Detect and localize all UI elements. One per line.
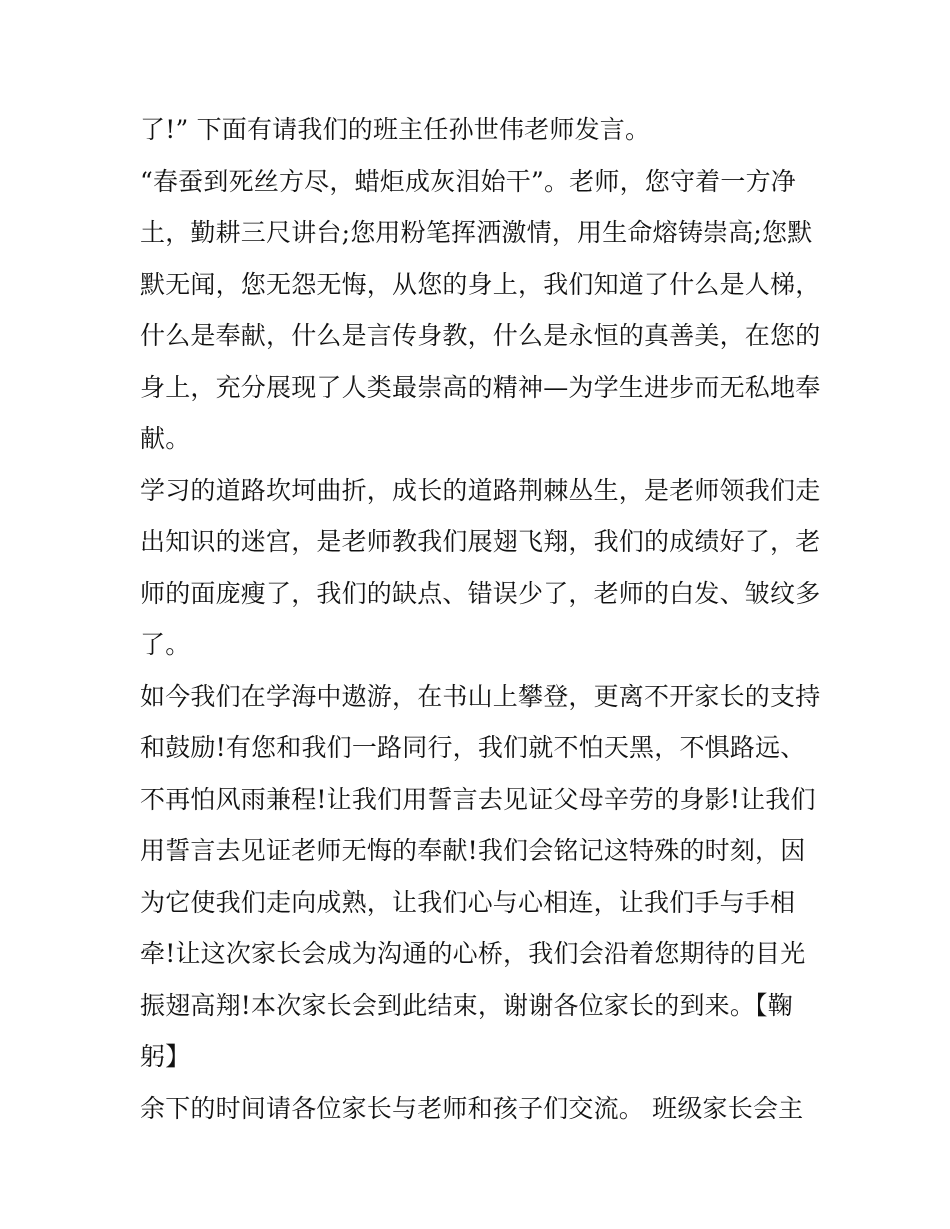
text-line-16: 为它使我们走向成熟，让我们心与心相连，让我们手与手相 — [140, 887, 796, 917]
text-line-10: 师的面庞瘦了，我们的缺点、错误少了，老师的白发、皱纹多 — [140, 578, 821, 608]
text-line-4: 默无闻，您无怨无悔，从您的身上，我们知道了什么是人梯， — [140, 269, 821, 299]
text-line-20: 余下的时间请各位家长与老师和孩子们交流。 班级家长会主 — [140, 1093, 804, 1123]
text-line-3: 土，勤耕三尺讲台;您用粉笔挥洒激情，用生命熔铸崇高;您默 — [140, 218, 813, 247]
text-line-13: 和鼓励!有您和我们一路同行，我们就不怕天黑，不惧路远、 — [140, 733, 806, 762]
text-line-12: 如今我们在学海中遨游，在书山上攀登，更离不开家长的支持 — [140, 681, 821, 711]
body-text — [140, 104, 820, 1134]
text-line-15: 用誓言去见证老师无悔的奉献!我们会铭记这特殊的时刻，因 — [140, 836, 806, 865]
text-line-1: 了!” 下面有请我们的班主任孙世伟老师发言。 — [140, 115, 651, 144]
text-line-7: 献。 — [140, 424, 191, 453]
text-line-19: 躬】 — [140, 1042, 191, 1071]
text-line-8: 学习的道路坎坷曲折，成长的道路荆棘丛生，是老师领我们走 — [140, 475, 821, 505]
text-line-17: 牵!让这次家长会成为沟通的心桥，我们会沿着您期待的目光 — [140, 939, 806, 968]
text-line-18: 振翅高翔!本次家长会到此结束，谢谢各位家长的到来。【鞠 — [140, 990, 793, 1020]
text-line-9: 出知识的迷宫，是老师教我们展翅飞翔，我们的成绩好了，老 — [140, 527, 821, 556]
text-line-14: 不再怕风雨兼程!让我们用誓言去见证父母辛劳的身影!让我们 — [140, 784, 816, 814]
text-line-2: “春蚕到死丝方尽，蜡炬成灰泪始干”。老师，您守着一方净 — [140, 166, 796, 196]
text-line-5: 什么是奉献，什么是言传身教，什么是永恒的真善美，在您的 — [140, 321, 821, 350]
text-line-6: 身上，充分展现了人类最崇高的精神—为学生进步而无私地奉 — [140, 372, 821, 402]
text-line-11: 了。 — [140, 630, 191, 659]
